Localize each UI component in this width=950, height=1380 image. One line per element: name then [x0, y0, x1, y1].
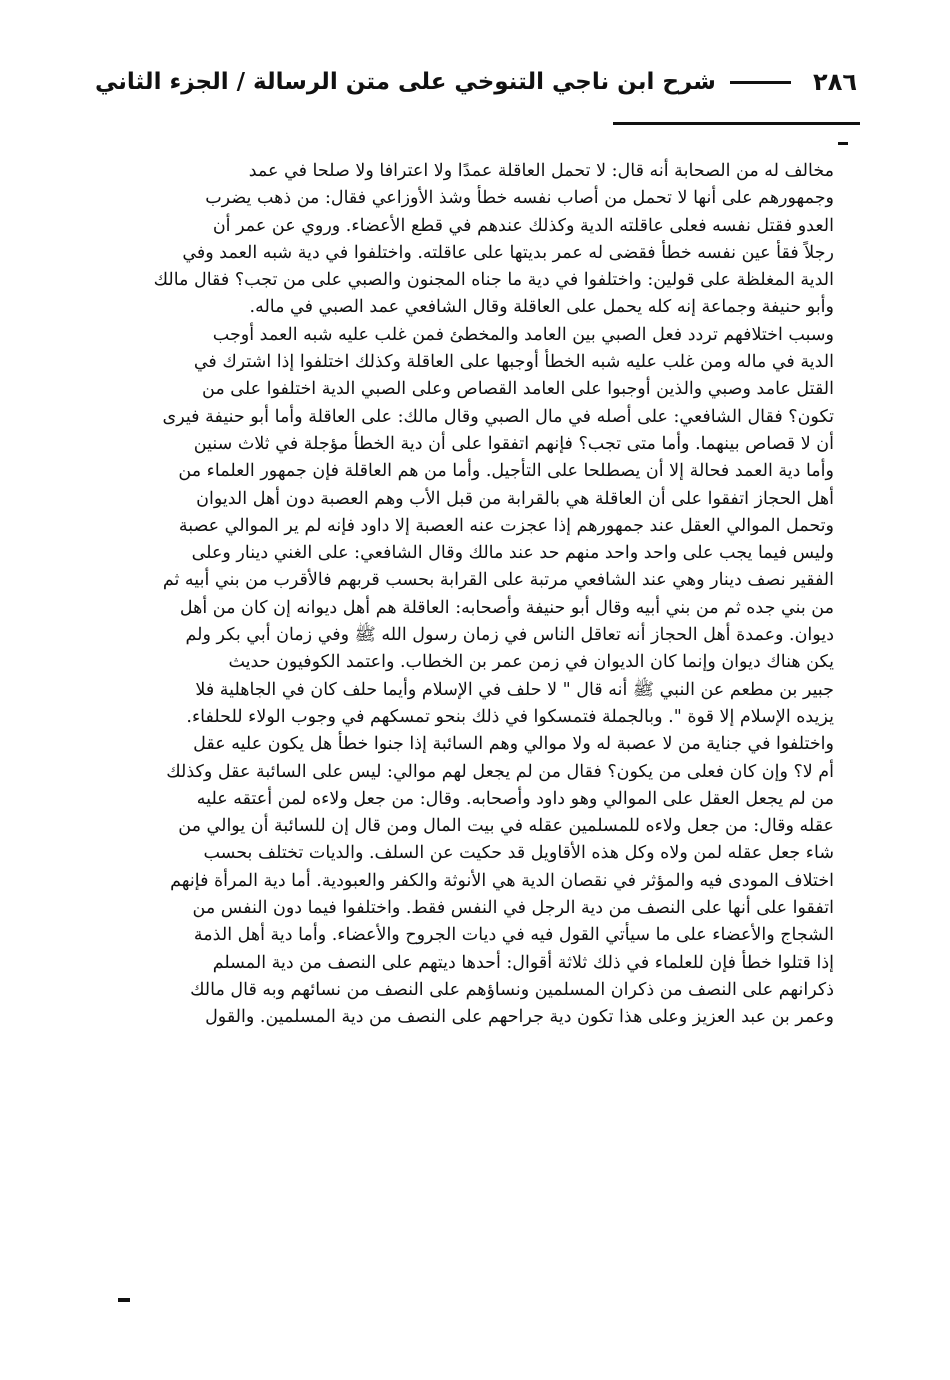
running-title: شرح ابن ناجي التنوخي على متن الرسالة / الجزء الثاني: [95, 69, 716, 95]
text-line: الدية المغلظة على قولين: واختلفوا في دية ما جناه المجنون والصبي على من تجب؟ فقال مالك: [153, 270, 834, 291]
text-line: القتل عامد وصبي والذين أوجبوا على العامد القصاص وعلى الصبي الدية اختلفوا على من: [202, 379, 834, 400]
text-line: ديوان. وعمدة أهل الحجاز أنه تعاقل الناس في زمان رسول الله ﷺ وفي زمان أبي بكر ولم: [185, 625, 834, 646]
header-dash: [730, 81, 791, 84]
text-line: أم لا؟ وإن كان فعلى من يكون؟ فقال من لم يجعل لهم موالي: ليس على السائبة عقل وكذلك: [166, 761, 834, 782]
text-line: الدية في ماله ومن غلب عليه شبه الخطأ أوجبها على العاقلة وكذلك اختلفوا إذا اشترك في: [193, 352, 834, 373]
top-margin-mark: [838, 142, 848, 145]
text-line: وليس فيما يجب على واحد واحد منهم حد عند مالك وقال الشافعي: على الغني دينار وعلى: [191, 543, 834, 564]
text-line: أهل الحجاز اتفقوا على أن العاقلة هي بالقرابة من قبل الأب وهم العصبة دون أهل الديوان: [196, 488, 834, 509]
body-text: [112, 158, 834, 1032]
text-line: واختلفوا في جناية من لا عصبة له ولا موالي وهم السائبة إذا جنوا خطأ هل يكون عليه عقل: [193, 734, 834, 755]
bottom-margin-mark: [118, 1298, 130, 1302]
text-line: أن لا قصاص بينهما. وأما متى تجب؟ فإنهم اتفقوا على أن دية الخطأ مؤجلة في ثلاث سنين: [193, 433, 834, 454]
text-line: اتفقوا على أنها على النصف من دية الرجل في النفس فقط. واختلفوا فيما دون النفس من: [192, 898, 834, 919]
text-line: يزيده الإسلام إلا قوة ". وبالجملة فتمسكوا في ذلك بنحو تمسكهم في وجوب الولاء للحلفاء.: [186, 706, 834, 727]
text-line: من بني جده ثم من بني أبيه وقال أبو حنيفة وأصحابه: العاقلة هم أهل ديوانه إن كان من أهل: [179, 597, 834, 618]
text-line: يكن هناك ديوان وإنما كان الديوان في زمن عمر بن الخطاب. واعتمد الكوفيون حديث: [228, 652, 834, 673]
text-line: تكون؟ فقال الشافعي: على أصله في مال الصبي وقال مالك: على العاقلة وأما أبو حنيفة فيرى: [162, 406, 834, 427]
text-line: الشجاج والأعضاء على ما سيأتي القول فيه في ديات الجروح والأعضاء. وأما دية أهل الذمة: [193, 925, 834, 946]
text-line: عقله وقال: من جعل ولاءه للمسلمين عقله في بيت المال ومن قال إن للسائبة أن يوالي من: [178, 816, 834, 837]
text-line: من لم يجعل العقل على الموالي وهو داود وأصحابه. وقال: من جعل ولاءه لمن أعتقه عليه: [196, 788, 834, 809]
text-line: وأبو حنيفة وجماعة إنه كله يحمل على العاقلة وقال الشافعي عمد الصبي في ماله.: [249, 297, 834, 318]
text-line: إذا قتلوا خطأ فإن للعلماء في ذلك ثلاثة أقوال: أحدها ديتهم على النصف من دية المسلم: [212, 952, 834, 973]
text-line: رجلاً فقأ عين نفسه خطأ فقضى له عمر بديتها على عاقلته. واختلفوا في دية شبه العمد وفي: [182, 242, 834, 263]
text-line: العدو فقتل نفسه فعلى عاقلته الدية وكذلك عندهم في قطع الأعضاء. وروي عن عمر أن: [212, 215, 834, 236]
text-line: وتحمل الموالي العقل عند جمهورهم إذا عجزت عنه العصبة إلا داود فإنه لم ير الموالي عصبة: [178, 515, 834, 536]
page-number: ٢٨٦: [813, 68, 857, 96]
text-line: وعمر بن عبد العزيز وعلى هذا تكون دية جراحهم على النصف من دية المسلمين. والقول: [205, 1007, 834, 1028]
text-line: وأما دية العمد فحالة إلا أن يصطلحا على التأجيل. وأما من هم العاقلة فإن جمهور العلماء من: [178, 461, 834, 482]
text-line: الفقير نصف دينار وهي عند الشافعي مرتبة على القرابة بحسب قربهم فالأقرب من بني أبيه ثم: [162, 570, 834, 591]
text-line: وجمهورهم على أنها لا تحمل من أصاب نفسه خطأ وشذ الأوزاعي فقال: من ذهب يضرب: [205, 188, 834, 209]
text-line: وسبب اختلافهم تردد فعل الصبي بين العامد والمخطئ فمن غلب عليه شبه العمد أوجب: [212, 324, 834, 345]
page-header: [95, 62, 857, 102]
text-line: جبير بن مطعم عن النبي ﷺ أنه قال " لا حلف في الإسلام وأيما حلف كان في الجاهلية فلا: [195, 679, 834, 700]
header-rule: [613, 122, 860, 125]
text-line: شاء جعل عقله لمن ولاه وكل هذه الأقاويل قد حكيت عن السلف. والديات تختلف بحسب: [203, 843, 834, 864]
text-line: ذكرانهم على النصف من ذكران المسلمين ونساؤهم على النصف من نسائهم وبه قال مالك: [190, 979, 834, 1000]
text-line: اختلاف المودى فيه والمؤثر في نقصان الدية هي الأنوثة والكفر والعبودية. أما دية المرأة فإنهم: [170, 870, 834, 891]
text-line: مخالف له من الصحابة أنه قال: لا تحمل العاقلة عمدًا ولا اعترافا ولا صلحا في عمد: [248, 161, 834, 181]
